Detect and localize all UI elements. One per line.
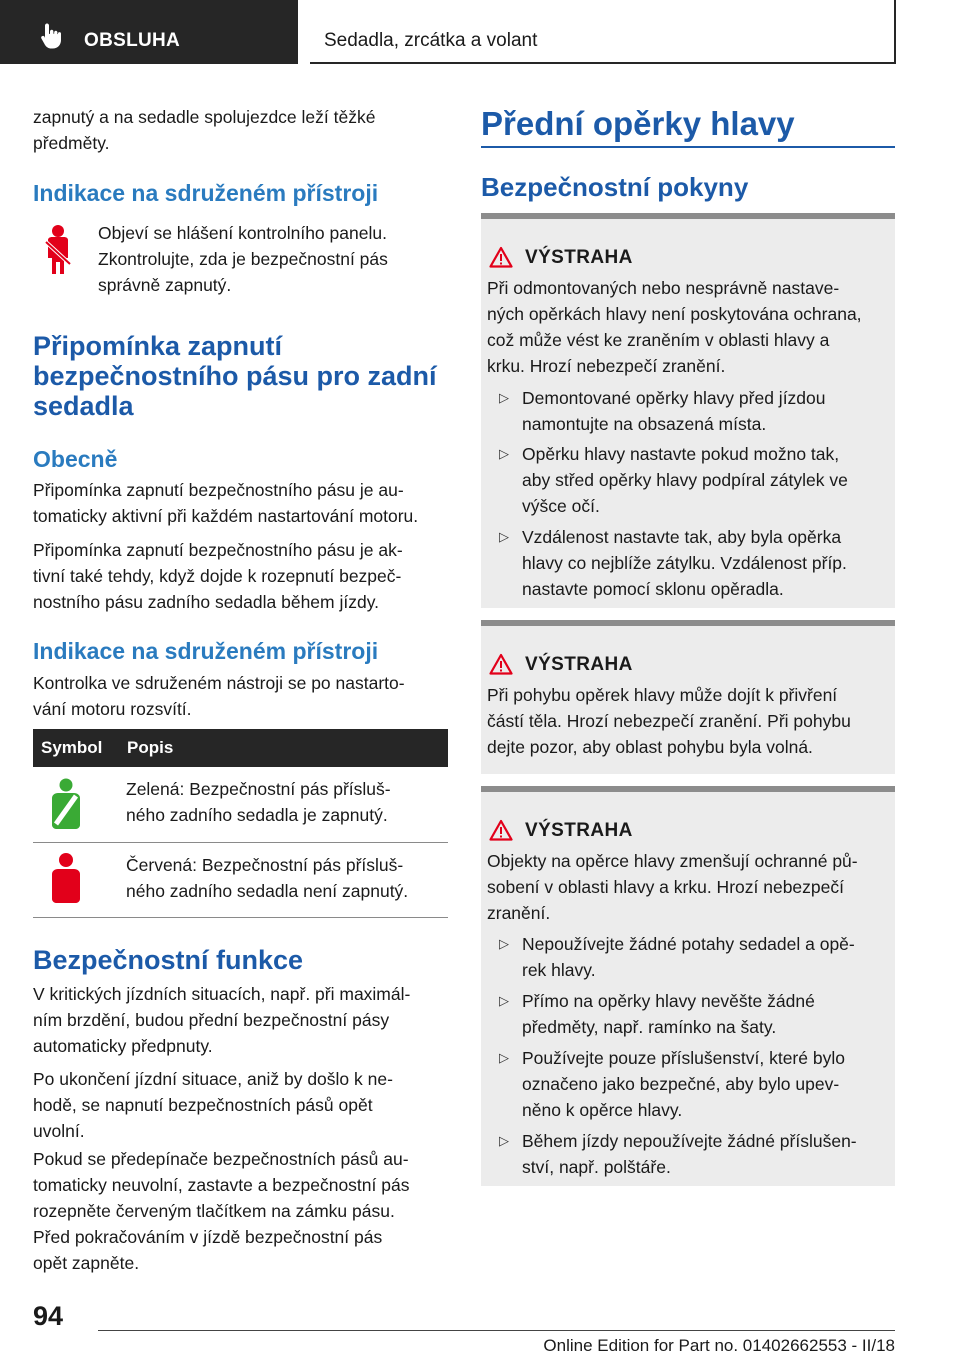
bullet-triangle-icon: ▷ — [499, 446, 509, 461]
warning-box-2 — [481, 620, 895, 774]
funkce-paragraph-1 — [33, 981, 410, 1059]
text-line: což může vést ke zraněním v oblasti hlavy a — [487, 330, 830, 350]
text-line: nostního pásu zadního sedadla během jízdy. — [33, 592, 380, 612]
page-title: Přední opěrky hlavy — [481, 105, 795, 142]
warning-text — [487, 848, 891, 926]
hand-pointer-icon — [40, 22, 64, 50]
text-line: ství, např. polštáře. — [522, 1157, 671, 1177]
footer-divider — [98, 1330, 895, 1331]
warning-box-1 — [481, 213, 895, 608]
footer-edition: Online Edition for Part no. 01402662553 - II/18 — [543, 1336, 895, 1355]
indikace-2-text — [33, 670, 405, 722]
title-underline — [481, 146, 895, 148]
green-seatbelt-icon — [48, 778, 84, 830]
text-line: Během jízdy nepoužívejte žádné příslušen- — [522, 1131, 857, 1151]
warning-triangle-icon — [489, 653, 513, 675]
text-line: ním brzdění, budou přední bezpečnostní pásy — [33, 1010, 390, 1030]
text-line: výšce očí. — [522, 496, 600, 516]
text-line: opět zapněte. — [33, 1253, 140, 1273]
bullet-triangle-icon: ▷ — [499, 1133, 509, 1148]
text-line: Demontované opěrky hlavy před jízdou — [522, 388, 826, 408]
text-line: krku. Hrozí nebezpečí zranění. — [487, 356, 726, 376]
bullet-triangle-icon: ▷ — [499, 936, 509, 951]
heading-line: Připomínka zapnutí — [33, 331, 283, 361]
list-item — [499, 441, 891, 519]
text-line: Vzdálenost nastavte tak, aby byla opěrka — [522, 527, 842, 547]
text-line: V kritických jízdních situacích, např. při maximál- — [33, 984, 411, 1004]
text-line: Připomínka zapnutí bezpečnostního pásu je ak- — [33, 540, 403, 560]
text-line: Při pohybu opěrek hlavy může dojít k přivření — [487, 685, 838, 705]
heading-funkce: Bezpečnostní funkce — [33, 945, 304, 975]
text-line: rek hlavy. — [522, 960, 596, 980]
text-line: Objeví se hlášení kontrolního panelu. — [98, 223, 387, 243]
warning-title: VÝSTRAHA — [525, 654, 633, 675]
text-line: Zkontrolujte, zda je bezpečnostní pás — [98, 249, 388, 269]
text-line: ných opěrkách hlavy není poskytována ochrana, — [487, 304, 862, 324]
text-line: předměty, např. ramínko na šaty. — [522, 1017, 777, 1037]
text-line: zapnutý a na sedadle spolujezdce leží těžké — [33, 107, 376, 127]
table-row-divider — [33, 842, 448, 843]
bullet-triangle-icon: ▷ — [499, 529, 509, 544]
list-item — [499, 1128, 891, 1180]
text-line: hlavy co nejblíže zátylku. Vzdálenost příp. — [522, 553, 847, 573]
list-item — [499, 931, 891, 983]
text-line: sobení v oblasti hlavy a krku. Hrozí nebezpečí — [487, 877, 844, 897]
text-line: rozepněte červeným tlačítkem na zámku pásu. — [33, 1201, 395, 1221]
text-line: vání motoru rozsvítí. — [33, 699, 192, 719]
header-chapter — [310, 0, 896, 64]
list-item — [499, 524, 891, 602]
text-line: předměty. — [33, 133, 110, 153]
heading-indikace-1: Indikace na sdruženém přístroji — [33, 180, 379, 206]
bullet-triangle-icon: ▷ — [499, 993, 509, 1008]
text-line: Před pokračováním v jízdě bezpečnostní pás — [33, 1227, 383, 1247]
table-row-red — [126, 852, 408, 904]
red-seat-icon — [48, 852, 84, 904]
warning-title: VÝSTRAHA — [525, 820, 633, 841]
header-chapter-label: Sedadla, zrcátka a volant — [324, 30, 538, 51]
header-section-tab[interactable] — [0, 0, 298, 64]
text-line: něno k opěrce hlavy. — [522, 1100, 683, 1120]
funkce-paragraph-3 — [33, 1146, 409, 1276]
text-line: Kontrolka ve sdruženém nástroji se po nastarto- — [33, 673, 405, 693]
text-line: Přímo na opěrky hlavy nevěšte žádné — [522, 991, 815, 1011]
text-line: hodě, se napnutí bezpečnostních pásů opět — [33, 1095, 373, 1115]
text-line: označeno jako bezpečné, aby bylo upev- — [522, 1074, 840, 1094]
warning-triangle-icon — [489, 246, 513, 268]
intro-paragraph — [33, 104, 375, 156]
obecne-paragraph-1 — [33, 477, 418, 529]
heading-line: sedadla — [33, 391, 134, 421]
text-line: správně zapnutý. — [98, 275, 232, 295]
text-line: Připomínka zapnutí bezpečnostního pásu je au- — [33, 480, 404, 500]
bullet-triangle-icon: ▷ — [499, 390, 509, 405]
heading-indikace-2: Indikace na sdruženém přístroji — [33, 638, 379, 664]
text-line: Používejte pouze příslušenství, které bylo — [522, 1048, 845, 1068]
list-item — [499, 988, 891, 1040]
page-number: 94 — [33, 1301, 64, 1331]
warning-box-3 — [481, 786, 895, 1186]
warning-text — [487, 682, 891, 760]
table-bottom-line — [33, 917, 448, 918]
text-line: tomaticky aktivní při každém nastartování motoru. — [33, 506, 419, 526]
text-line: Pokud se předepínače bezpečnostních pásů au- — [33, 1149, 409, 1169]
warning-triangle-icon — [489, 819, 513, 841]
heading-obecne: Obecně — [33, 446, 118, 472]
header-section-label: OBSLUHA — [84, 30, 181, 51]
text-line: částí těla. Hrozí nebezpečí zranění. Při pohybu — [487, 711, 851, 731]
warning-title: VÝSTRAHA — [525, 247, 633, 268]
seatbelt-warning-icon — [42, 224, 74, 276]
obecne-paragraph-2 — [33, 537, 403, 615]
text-line: Nepoužívejte žádné potahy sedadel a opě- — [522, 934, 855, 954]
bullet-triangle-icon: ▷ — [499, 1050, 509, 1065]
text-line: aby střed opěrky hlavy podpíral zátylek ve — [522, 470, 848, 490]
text-line: Po ukončení jízdní situace, aniž by došlo k ne- — [33, 1069, 393, 1089]
text-line: uvolní. — [33, 1121, 85, 1141]
text-line: Zelená: Bezpečnostní pás přísluš- — [126, 779, 391, 799]
text-line: tomaticky neuvolní, zastavte a bezpečnostní pás — [33, 1175, 410, 1195]
text-line: zranění. — [487, 903, 551, 923]
text-line: Při odmontovaných nebo nesprávně nastave- — [487, 278, 840, 298]
text-line: tivní také tehdy, když dojde k rozepnutí bezpeč- — [33, 566, 402, 586]
text-line: Červená: Bezpečnostní pás přísluš- — [126, 855, 404, 875]
table-row-green — [126, 776, 391, 828]
text-line: ného zadního sedadla je zapnutý. — [126, 805, 388, 825]
heading-pripominka — [33, 331, 437, 421]
text-line: Objekty na opěrce hlavy zmenšují ochranné pů- — [487, 851, 858, 871]
text-line: nastavte pomocí sklonu opěradla. — [522, 579, 784, 599]
text-line: ného zadního sedadla není zapnutý. — [126, 881, 409, 901]
col-header-popis: Popis — [127, 738, 174, 757]
list-item — [499, 385, 891, 437]
heading-line: bezpečnostního pásu pro zadní — [33, 361, 437, 391]
text-line: Opěrku hlavy nastavte pokud možno tak, — [522, 444, 840, 464]
warning-text — [487, 275, 891, 379]
heading-pokyny: Bezpečnostní pokyny — [481, 172, 749, 202]
col-header-symbol: Symbol — [41, 738, 103, 757]
text-line: automaticky předpnuty. — [33, 1036, 213, 1056]
symbol-table-header — [33, 729, 448, 767]
text-line: dejte pozor, aby oblast pohybu byla volná. — [487, 737, 813, 757]
indikace-1-text — [98, 220, 388, 298]
text-line: namontujte na obsazená místa. — [522, 414, 767, 434]
list-item — [499, 1045, 891, 1123]
funkce-paragraph-2 — [33, 1066, 393, 1144]
